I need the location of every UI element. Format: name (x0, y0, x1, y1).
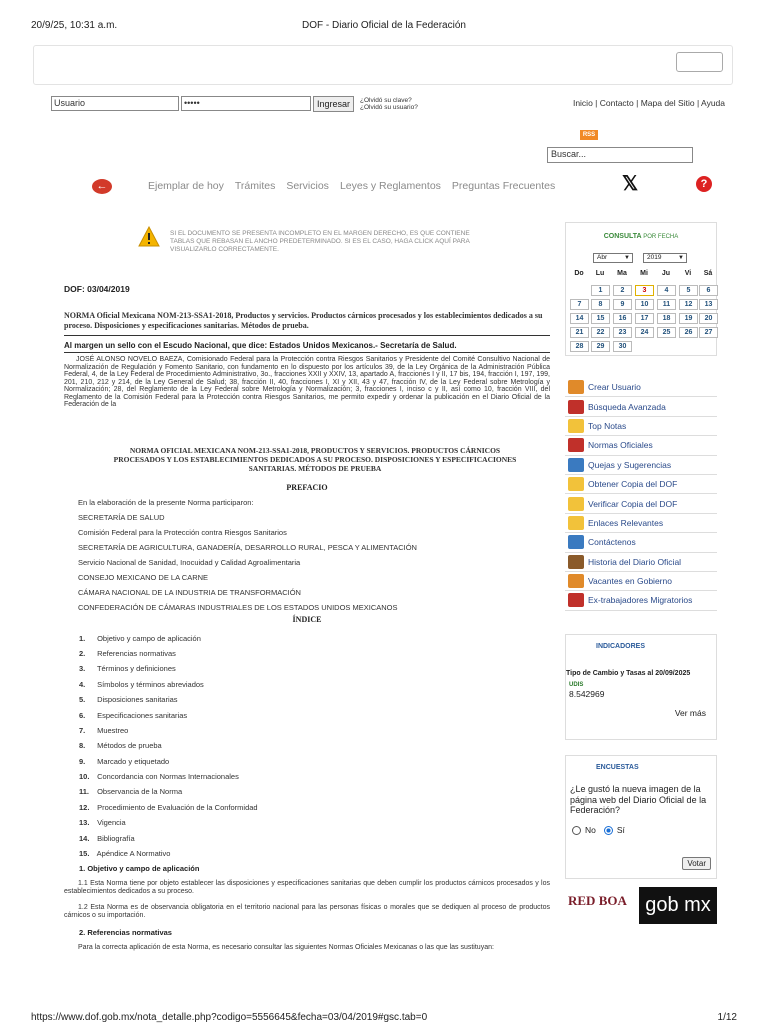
toc-item[interactable] (79, 849, 170, 858)
calendar-day[interactable]: 21 (570, 327, 589, 338)
toc-label: Términos y definiciones (96, 664, 176, 673)
toc-item[interactable] (79, 726, 128, 735)
calendar-day[interactable]: 23 (613, 327, 632, 338)
udis-value: 8.542969 (569, 689, 605, 699)
calendar-day[interactable]: 22 (591, 327, 610, 338)
toc-item[interactable] (79, 772, 239, 781)
quick-link-label: Top Notas (588, 420, 627, 431)
margin-note: Al margen un sello con el Escudo Nacional, que dice: Estados Unidos Mexicanos.- Secretaría de Salud. (64, 341, 550, 353)
toc-label: Apéndice A Normativo (96, 849, 171, 858)
calendar-day[interactable]: 4 (657, 285, 676, 296)
print-title: DOF - Diario Oficial de la Federación (302, 20, 466, 31)
calendar-day[interactable]: 27 (699, 327, 718, 338)
toc-label: Muestreo (97, 726, 129, 735)
toc-label: Bibliografía (97, 834, 135, 843)
section-heading: 2. Referencias normativas (79, 928, 172, 937)
calendar-day[interactable]: 20 (699, 313, 718, 324)
calendar-day[interactable]: 14 (570, 313, 589, 324)
toc-label: Referencias normativas (97, 649, 176, 658)
calendar-day[interactable]: 13 (699, 299, 718, 310)
quick-link[interactable] (565, 378, 717, 397)
toc-number: 6. (79, 711, 86, 720)
quick-link-label: Búsqueda Avanzada (588, 401, 666, 412)
quick-links (565, 378, 717, 611)
toc-number: 15. (79, 849, 90, 858)
participant-line: Comisión Federal para la Protección contra Riesgos Sanitarios (78, 528, 287, 537)
calendar-subtitle: POR FECHA (643, 234, 679, 240)
paragraph: 1.1 Esta Norma tiene por objeto establecer las disposiciones y especificaciones sanitarias que deben cumplir los productos cárnicos procesados y los establecimientos dedicados a su proceso. (64, 880, 550, 895)
vote-button[interactable]: Votar (682, 857, 711, 870)
weekday-label: Ju (661, 270, 671, 277)
toc-number: 9. (79, 757, 86, 766)
toc-number: 13. (79, 818, 90, 827)
red-boa-logo[interactable]: RED BOA (568, 893, 627, 908)
forgot-links (360, 97, 418, 111)
nav-ejemplar-hoy[interactable]: Ejemplar de hoy (148, 180, 224, 192)
toc-number: 8. (79, 741, 86, 750)
toc-number: 14. (79, 834, 90, 843)
section-heading: 1. Objetivo y campo de aplicación (79, 864, 200, 873)
toc-number: 2. (79, 649, 86, 658)
participant-line: SECRETARÍA DE AGRICULTURA, GANADERÍA, DESARROLLO RURAL, PESCA Y ALIMENTACIÓN (78, 543, 417, 552)
nom-icon (568, 438, 584, 452)
quick-link-label: Historia del Diario Oficial (588, 556, 682, 567)
link-mapa-sitio[interactable]: Mapa del Sitio (640, 98, 695, 108)
search-input[interactable]: Buscar... (547, 147, 693, 163)
participant-line: CONSEJO MEXICANO DE LA CARNE (78, 573, 209, 582)
star-note-icon (568, 419, 584, 433)
indice-heading: ÍNDICE (292, 615, 322, 624)
quick-link[interactable] (565, 533, 717, 552)
participant-line: CONFEDERACIÓN DE CÁMARAS INDUSTRIALES DE LOS ESTADOS UNIDOS MEXICANOS (78, 603, 398, 612)
toc-item[interactable] (79, 649, 176, 658)
quick-link-label: Enlaces Relevantes (588, 517, 664, 528)
weekday-label: Ma (617, 270, 627, 277)
chevron-down-icon: ▼ (624, 255, 630, 261)
toc-label: Observancia de la Norma (97, 787, 183, 796)
toc-number: 1. (79, 634, 86, 643)
rss-icon[interactable]: RSS (580, 130, 598, 140)
month-select[interactable] (593, 253, 633, 263)
toc-item[interactable] (79, 787, 182, 796)
toc-label: Métodos de prueba (97, 741, 162, 750)
calendar-day[interactable]: 11 (657, 299, 676, 310)
quick-link[interactable] (565, 436, 717, 455)
calendar-day[interactable]: 1 (591, 285, 610, 296)
calendar-day[interactable]: 8 (591, 299, 610, 310)
weekday-label: Do (574, 270, 584, 277)
password-input[interactable]: ••••• (181, 96, 311, 111)
weekday-label: Mi (640, 270, 648, 277)
date-calendar (565, 222, 717, 356)
nav-tramites[interactable]: Trámites (234, 180, 276, 192)
paragraph: 1.2 Esta Norma es de observancia obligatoria en el territorio nacional para las personas físicas o morales que se dediquen al proceso de productos cárnicos o su importación. (64, 904, 550, 919)
toc-item[interactable] (79, 695, 178, 704)
calendar-header (566, 233, 716, 240)
udis-label: UDIS (569, 682, 584, 688)
top-banner-box (33, 45, 733, 85)
quick-link-label: Normas Oficiales (588, 440, 653, 451)
quick-link[interactable] (565, 456, 717, 475)
indicators-box (565, 634, 717, 740)
toc-item[interactable] (79, 803, 258, 812)
weekday-label: Sá (703, 270, 713, 277)
toc-item[interactable] (79, 741, 162, 750)
survey-box (565, 755, 717, 879)
toc-label: Símbolos y términos abreviados (97, 680, 204, 689)
books-icon (568, 555, 584, 569)
toc-label: Disposiciones sanitarias (97, 695, 178, 704)
print-datetime: 20/9/25, 10:31 a.m. (31, 20, 118, 31)
calendar-day[interactable]: 28 (570, 341, 589, 352)
calendar-day[interactable]: 29 (591, 341, 610, 352)
link-ayuda[interactable]: Ayuda (701, 98, 725, 108)
toc-label: Concordancia con Normas Internacionales (97, 772, 239, 781)
print-url: https://www.dof.gob.mx/nota_detalle.php?codigo=5556645&fecha=03/04/2019#gsc.tab=0 (31, 1012, 428, 1023)
username-input[interactable]: Usuario (51, 96, 179, 111)
briefcase-icon (568, 574, 584, 588)
toc-label: Vigencia (97, 818, 126, 827)
top-button[interactable] (676, 52, 723, 72)
quick-link-label: Contáctenos (588, 537, 636, 548)
month-select-value: Abr (597, 254, 608, 261)
contact-card-icon (568, 535, 584, 549)
calendar-day[interactable]: 24 (635, 327, 654, 338)
norm-title: NORMA Oficial Mexicana NOM-213-SSA1-2018, Productos y servicios. Productos cárnicos procesados y los establecimientos dedicados a su proceso. Disposiciones y especificaciones sanitarias. Métodos de prueba. (64, 311, 543, 330)
toc-number: 4. (79, 680, 86, 689)
toc-item[interactable] (79, 680, 204, 689)
forgot-key-link[interactable]: ¿Olvidó su clave? (360, 96, 412, 104)
quick-link-label: Crear Usuario (588, 382, 641, 393)
toc-number: 12. (79, 803, 90, 812)
calendar-title: CONSULTA (603, 233, 642, 240)
toc-label: Especificaciones sanitarias (97, 711, 188, 720)
toc-item[interactable] (79, 818, 126, 827)
search-icon (568, 400, 584, 414)
toc-item[interactable] (79, 757, 169, 766)
toc-item[interactable] (79, 834, 135, 843)
calendar-day[interactable]: 7 (570, 299, 589, 310)
quick-link[interactable] (565, 591, 717, 610)
quick-link[interactable] (565, 397, 717, 416)
paragraph: Para la correcta aplicación de esta Norma, es necesario consultar las siguientes Normas Oficiales Mexicanas o las que las sustituyan: (78, 944, 494, 951)
help-icon[interactable]: ? (696, 176, 712, 192)
login-button[interactable]: Ingresar (313, 96, 354, 112)
quick-link[interactable] (565, 417, 717, 436)
quick-link[interactable] (565, 553, 717, 572)
toc-item[interactable] (79, 634, 201, 643)
toc-label: Objetivo y campo de aplicación (97, 634, 201, 643)
calendar-day[interactable]: 6 (699, 285, 718, 296)
participant-line: En la elaboración de la presente Norma participaron: (78, 498, 254, 507)
calendar-day[interactable]: 5 (679, 285, 698, 296)
option-no-label: No (585, 825, 596, 835)
login-bar (51, 96, 418, 111)
intro-paragraph: JOSÉ ALONSO NOVELO BAEZA, Comisionado Federal para la Protección contra Riesgos Sanitarios y Presidente del Comité Consultivo Nacional de Normalización de Regulación y Fomento Sanitario, con fundamento en lo dispuesto por los artículos 39, de la Ley Orgánica de la Administración Pública Federal, 4, de la Ley Federal de Procedimiento Administrativo, 3o., fracciones XXII y XXIV, 13, apartado A, fracciones I y II, 17 bis, 194, fracción I, 197, 199, 201, 210, 212 y 214, de la Ley General de Salud; 38, fracción II, 40, fracciones I, XI y XII, 43 y 47, fracción IV, de la Ley Federal sobre Metrología y Normalización; 28, del Reglamento de la Ley Federal sobre Metrología y Normalización; 3, fracciones I, inciso c y II, así como 10, fracción VIII, del Reglamento de la Comisión Federal para la Protección contra Riesgos Sanitarios, me permito expedir y ordenar la publicación en el Diario Oficial de la Federación de la (64, 356, 550, 408)
print-page-number: 1/12 (717, 1012, 737, 1023)
quick-link-label: Vacantes en Gobierno (588, 576, 672, 587)
survey-options (572, 825, 625, 835)
gob-mx-logo[interactable]: gob mx (639, 887, 717, 924)
option-si-label: Sí (616, 825, 625, 835)
exchange-rate-title: Tipo de Cambio y Tasas al 20/09/2025 (566, 670, 691, 677)
etm-icon (568, 593, 584, 607)
quick-link-label: Obtener Copia del DOF (588, 479, 678, 490)
dof-date: DOF: 03/04/2019 (64, 284, 130, 294)
calendar-day[interactable]: 17 (635, 313, 654, 324)
indicators-title: INDICADORES (596, 643, 646, 650)
toc-item[interactable] (79, 664, 176, 673)
participant-line: Servicio Nacional de Sanidad, Inocuidad y Calidad Agroalimentaria (78, 558, 301, 567)
participant-line: CÁMARA NACIONAL DE LA INDUSTRIA DE TRANSFORMACIÓN (78, 588, 301, 597)
survey-title: ENCUESTAS (596, 764, 639, 771)
radio-no[interactable] (572, 826, 581, 835)
x-social-icon[interactable]: 𝕏 (622, 173, 639, 195)
quick-link[interactable] (565, 572, 717, 591)
survey-question: ¿Le gustó la nueva imagen de la página web del Diario Oficial de la Federación? (570, 784, 707, 815)
center-title: NORMA OFICIAL MEXICANA NOM-213-SSA1-2018, PRODUCTOS Y SERVICIOS. PRODUCTOS CÁRNICOS PROCESADOS Y LOS ESTABLECIMIENTOS DEDICADOS A SU PROCESO. DISPOSICIONES Y ESPECIFICACIONES SANITARIAS. MÉTODOS DE PRUEBA (113, 446, 517, 473)
toc-number: 5. (79, 695, 86, 704)
quick-link-label: Quejas y Sugerencias (588, 459, 672, 470)
star-icon (568, 516, 584, 530)
main-nav (92, 177, 566, 195)
calendar-day[interactable]: 12 (679, 299, 698, 310)
toc-item[interactable] (79, 711, 187, 720)
toc-label: Procedimiento de Evaluación de la Conformidad (97, 803, 258, 812)
nav-servicios[interactable]: Servicios (286, 180, 329, 192)
quick-link-label: Ex-trabajadores Migratorios (588, 595, 693, 606)
warning-icon (138, 226, 160, 248)
warning-text[interactable]: SI EL DOCUMENTO SE PRESENTA INCOMPLETO EN EL MARGEN DERECHO, ES QUE CONTIENE TABLAS QUE REBASAN EL ANCHO PREDETERMINADO. SI ES EL CASO, HAGA CLICK AQUÍ PARA VISUALIZARLO CORRECTAMENTE. (170, 230, 470, 253)
radio-si[interactable] (604, 826, 613, 835)
chevron-down-icon: ▼ (678, 255, 684, 261)
participant-line: SECRETARÍA DE SALUD (78, 513, 165, 522)
link-contacto[interactable]: Contacto (599, 98, 634, 108)
toc-label: Marcado y etiquetado (97, 757, 170, 766)
calendar-day[interactable]: 3 (635, 285, 654, 296)
calendar-day[interactable]: 15 (591, 313, 610, 324)
toc-number: 11. (79, 787, 90, 796)
toc-number: 3. (79, 664, 86, 673)
calendar-day[interactable]: 9 (613, 299, 632, 310)
nav-preguntas-frecuentes[interactable]: Preguntas Frecuentes (451, 180, 556, 192)
mailbox-icon (568, 458, 584, 472)
calendar-day[interactable]: 18 (657, 313, 676, 324)
calendar-day[interactable]: 16 (613, 313, 632, 324)
calendar-day[interactable]: 30 (613, 341, 632, 352)
user-add-icon (568, 380, 584, 394)
weekday-label: Lu (595, 270, 605, 277)
year-select-value: 2019 (647, 254, 662, 261)
calendar-day[interactable]: 2 (613, 285, 632, 296)
calendar-day[interactable]: 10 (635, 299, 654, 310)
prefacio-heading: PREFACIO (286, 483, 328, 492)
toc-number: 7. (79, 726, 86, 735)
quick-link[interactable] (565, 514, 717, 533)
divider (64, 335, 550, 336)
calendar-day[interactable]: 25 (657, 327, 676, 338)
toc-number: 10. (79, 772, 90, 781)
back-arrow-icon[interactable]: ← (92, 179, 112, 194)
ver-mas-link[interactable]: Ver más (674, 708, 706, 718)
quick-link-label: Verificar Copia del DOF (588, 498, 678, 509)
calendar-day[interactable]: 26 (679, 327, 698, 338)
verify-document-icon (568, 497, 584, 511)
nav-leyes-reglamentos[interactable]: Leyes y Reglamentos (339, 180, 441, 192)
top-links: Inicio | Contacto | Mapa del Sitio | Ayuda (572, 98, 725, 108)
link-inicio[interactable]: Inicio (572, 98, 593, 108)
calendar-day[interactable]: 19 (679, 313, 698, 324)
weekday-label: Vi (684, 270, 692, 277)
document-icon (568, 477, 584, 491)
year-select[interactable] (643, 253, 687, 263)
forgot-user-link[interactable]: ¿Olvidó su usuario? (360, 103, 418, 111)
quick-link[interactable] (565, 494, 717, 513)
quick-link[interactable] (565, 475, 717, 494)
